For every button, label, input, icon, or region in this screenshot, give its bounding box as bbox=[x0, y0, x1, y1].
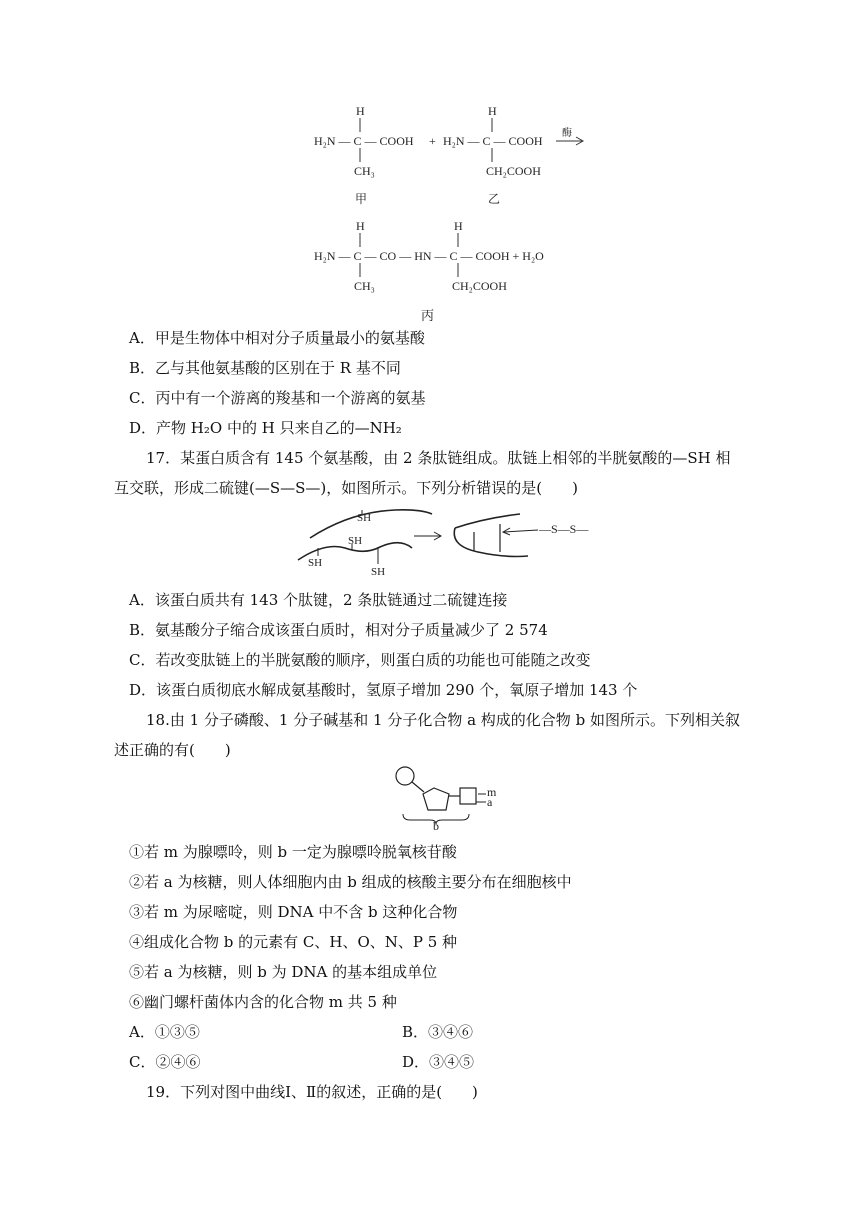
yi-r-group: CH₂COOH bbox=[486, 164, 541, 178]
jia-label: 甲 bbox=[355, 192, 368, 206]
yi-formula: H₂N — C — COOH bbox=[443, 134, 543, 148]
q18-option-d: D．③④⑤ bbox=[402, 1053, 475, 1071]
disulfide-bond-label: —S—S— bbox=[539, 522, 589, 536]
q16-option-b: B．乙与其他氨基酸的区别在于 R 基不同 bbox=[129, 359, 401, 377]
q17-option-b: B．氨基酸分子缩合成该蛋白质时，相对分子质量减少了 2 574 bbox=[129, 621, 548, 639]
jia-formula: H₂N — C — COOH bbox=[314, 134, 414, 148]
bing-r2: CH₂COOH bbox=[452, 279, 507, 293]
q18-option-b: B．③④⑥ bbox=[402, 1023, 474, 1041]
b-label: b bbox=[433, 819, 439, 833]
q16-option-a: A．甲是生物体中相对分子质量最小的氨基酸 bbox=[129, 329, 425, 347]
sh-label-2: SH bbox=[348, 535, 363, 547]
q17-option-a: A．该蛋白质共有 143 个肽键，2 条肽链通过二硫键连接 bbox=[129, 591, 508, 609]
q18-option-c: C．②④⑥ bbox=[129, 1053, 201, 1071]
bing-h1: H bbox=[356, 219, 365, 233]
q18-statement-3: ③若 m 为尿嘧啶，则 DNA 中不含 b 这种化合物 bbox=[129, 903, 458, 921]
yi-h: H bbox=[488, 104, 497, 118]
yi-label: 乙 bbox=[488, 192, 501, 206]
m-label: m bbox=[487, 785, 497, 799]
q19-stem: 19．下列对图中曲线Ⅰ、Ⅱ的叙述，正确的是( ) bbox=[146, 1083, 478, 1101]
q16-option-c: C．丙中有一个游离的羧基和一个游离的氨基 bbox=[129, 389, 426, 407]
sh-label-1: SH bbox=[357, 512, 372, 524]
q18-stem-line2: 述正确的有( ) bbox=[114, 741, 231, 759]
bing-h2: H bbox=[454, 219, 463, 233]
q17-option-c: C．若改变肽链上的半胱氨酸的顺序，则蛋白质的功能也可能随之改变 bbox=[129, 651, 591, 669]
bing-label: 丙 bbox=[421, 308, 435, 323]
jia-r-group: CH₃ bbox=[354, 164, 375, 178]
enzyme-label: 酶 bbox=[562, 128, 572, 139]
q18-stem-line1: 18.由 1 分子磷酸、1 分子碱基和 1 分子化合物 a 构成的化合物 b 如图所示。下列相关叙 bbox=[146, 711, 740, 729]
q17-stem-line2: 互交联，形成二硫键(—S—S—)，如图所示。下列分析错误的是( ) bbox=[114, 479, 578, 497]
a-label: a bbox=[487, 795, 493, 809]
q18-option-a: A．①③⑤ bbox=[129, 1023, 200, 1041]
q17-option-d: D．该蛋白质彻底水解成氨基酸时，氢原子增加 290 个，氧原子增加 143 个 bbox=[129, 681, 638, 699]
bing-formula: H₂N — C — CO — HN — C — COOH + H₂O bbox=[314, 249, 544, 263]
q16-option-d: D．产物 H₂O 中的 H 只来自乙的—NH₂ bbox=[129, 419, 402, 437]
q18-statement-2: ②若 a 为核糖，则人体细胞内由 b 组成的核酸主要分布在细胞核中 bbox=[129, 873, 572, 891]
bing-r1: CH₃ bbox=[354, 279, 375, 293]
disulfide-diagram bbox=[0, 500, 860, 590]
q18-statement-5: ⑤若 a 为核糖，则 b 为 DNA 的基本组成单位 bbox=[129, 963, 438, 981]
reaction-bonds bbox=[0, 0, 860, 330]
q18-statement-6: ⑥幽门螺杆菌体内含的化合物 m 共 5 种 bbox=[129, 993, 397, 1011]
q18-statement-4: ④组成化合物 b 的元素有 C、H、O、N、P 5 种 bbox=[129, 933, 458, 951]
q17-stem-line1: 17．某蛋白质含有 145 个氨基酸，由 2 条肽链组成。肽链上相邻的半胱氨酸的—SH 相 bbox=[146, 449, 731, 467]
nucleotide-diagram bbox=[0, 764, 860, 834]
q18-statement-1: ①若 m 为腺嘌呤，则 b 一定为腺嘌呤脱氧核苷酸 bbox=[129, 843, 457, 861]
jia-h: H bbox=[356, 104, 365, 118]
sh-label-4: SH bbox=[371, 566, 386, 578]
sh-label-3: SH bbox=[308, 557, 323, 569]
plus-sign: + bbox=[429, 134, 436, 148]
